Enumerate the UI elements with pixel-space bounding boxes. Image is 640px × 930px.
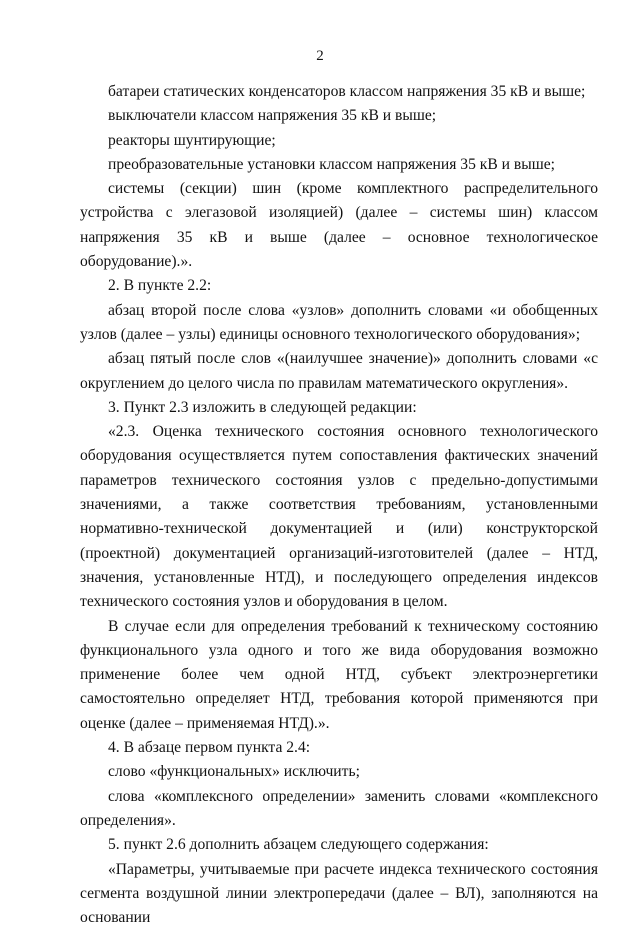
page-number: 2 — [0, 48, 640, 65]
paragraph: реакторы шунтирующие; — [80, 129, 598, 153]
paragraph: «Параметры, учитываемые при расчете индекса технического состояния сегмента воздушной линии электропередачи (далее – ВЛ), заполняются на основании — [80, 858, 598, 930]
document-body — [80, 80, 598, 930]
paragraph: преобразовательные установки классом напряжения 35 кВ и выше; — [80, 153, 598, 177]
paragraph: В случае если для определения требований к техническому состоянию функционального узла одного и того же вида оборудования возможно применение более чем одной НТД, субъект электроэнергетики самостоятельно определяет НТД, требования которой применяются при оценке (далее – применяемая НТД).». — [80, 615, 598, 736]
paragraph: 4. В абзаце первом пункта 2.4: — [80, 736, 598, 760]
paragraph: 2. В пункте 2.2: — [80, 274, 598, 298]
paragraph: системы (секции) шин (кроме комплектного распределительного устройства с элегазовой изоляцией) (далее – системы шин) классом напряжения 35 кВ и выше (далее – основное технологическое оборудование).». — [80, 177, 598, 274]
paragraph: абзац второй после слова «узлов» дополнить словами «и обобщенных узлов (далее – узлы) единицы основного технологического оборудования»; — [80, 299, 598, 348]
paragraph: слово «функциональных» исключить; — [80, 760, 598, 784]
paragraph: выключатели классом напряжения 35 кВ и выше; — [80, 104, 598, 128]
paragraph: слова «комплексного определении» заменить словами «комплексного определения». — [80, 785, 598, 834]
paragraph: «2.3. Оценка технического состояния основного технологического оборудования осуществляется путем сопоставления фактических значений параметров технического состояния узлов с предельно-допустимыми значениями, а также соответствия требованиям, установленными нормативно-технической документацией и (или) конструкторской (проектной) документацией организаций-изготовителей (далее – НТД, значения, установленные НТД), и последующего определения индексов технического состояния узлов и оборудования в целом. — [80, 420, 598, 614]
paragraph: абзац пятый после слов «(наилучшее значение)» дополнить словами «с округлением до целого числа по правилам математического округления». — [80, 347, 598, 396]
paragraph: батареи статических конденсаторов классом напряжения 35 кВ и выше; — [80, 80, 598, 104]
paragraph: 3. Пункт 2.3 изложить в следующей редакции: — [80, 396, 598, 420]
paragraph: 5. пункт 2.6 дополнить абзацем следующего содержания: — [80, 833, 598, 857]
